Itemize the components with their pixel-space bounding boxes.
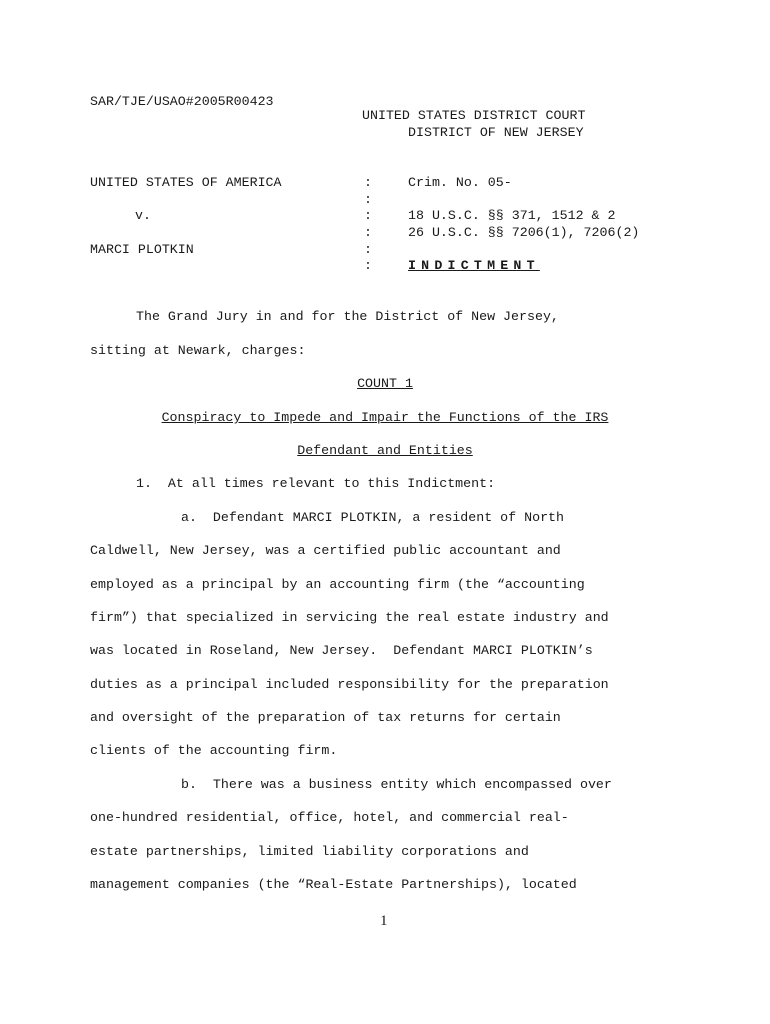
count-title: Conspiracy to Impede and Impair the Functions of the IRS — [161, 410, 609, 425]
statute-citation-2: 26 U.S.C. §§ 7206(1), 7206(2) — [408, 225, 640, 240]
paragraph-line: firm”) that specialized in servicing the real estate industry and — [90, 610, 609, 625]
paragraph-line: Caldwell, New Jersey, was a certified public accountant and — [90, 543, 561, 558]
caption-separator: : — [364, 192, 372, 207]
intro-text: sitting at Newark, charges: — [90, 343, 306, 358]
court-name: UNITED STATES DISTRICT COURT — [362, 108, 586, 123]
paragraph-line: estate partnerships, limited liability corporations and — [90, 844, 529, 859]
caption-separator: : — [364, 208, 372, 223]
caption-separator: : — [364, 258, 372, 273]
paragraph-line: was located in Roseland, New Jersey. Defendant MARCI PLOTKIN’s — [90, 643, 593, 658]
paragraph-line: a. Defendant MARCI PLOTKIN, a resident of North — [181, 510, 565, 525]
plaintiff-name: UNITED STATES OF AMERICA — [90, 175, 282, 190]
court-district: DISTRICT OF NEW JERSEY — [408, 125, 584, 140]
section-heading: Defendant and Entities — [297, 443, 473, 458]
page-number: 1 — [380, 913, 388, 929]
defendant-name: MARCI PLOTKIN — [90, 242, 194, 257]
paragraph-line: management companies (the “Real-Estate Partnerships), located — [90, 877, 577, 892]
criminal-number: Crim. No. 05- — [408, 175, 512, 190]
caption-separator: : — [364, 225, 372, 240]
document-title: INDICTMENT — [408, 258, 540, 273]
paragraph-line: employed as a principal by an accounting firm (the “accounting — [90, 577, 585, 592]
paragraph-1: 1. At all times relevant to this Indictment: — [136, 476, 496, 491]
count-heading: COUNT 1 — [357, 376, 413, 391]
caption-separator: : — [364, 175, 372, 190]
paragraph-line: one-hundred residential, office, hotel, and commercial real- — [90, 810, 569, 825]
statute-citation-1: 18 U.S.C. §§ 371, 1512 & 2 — [408, 208, 616, 223]
versus-label: v. — [135, 208, 151, 223]
paragraph-line: and oversight of the preparation of tax returns for certain — [90, 710, 561, 725]
paragraph-line: b. There was a business entity which encompassed over — [181, 777, 612, 792]
paragraph-line: clients of the accounting firm. — [90, 743, 338, 758]
intro-text: The Grand Jury in and for the District of New Jersey, — [136, 309, 559, 324]
file-reference: SAR/TJE/USAO#2005R00423 — [90, 94, 274, 109]
caption-separator: : — [364, 242, 372, 257]
paragraph-line: duties as a principal included responsibility for the preparation — [90, 677, 609, 692]
